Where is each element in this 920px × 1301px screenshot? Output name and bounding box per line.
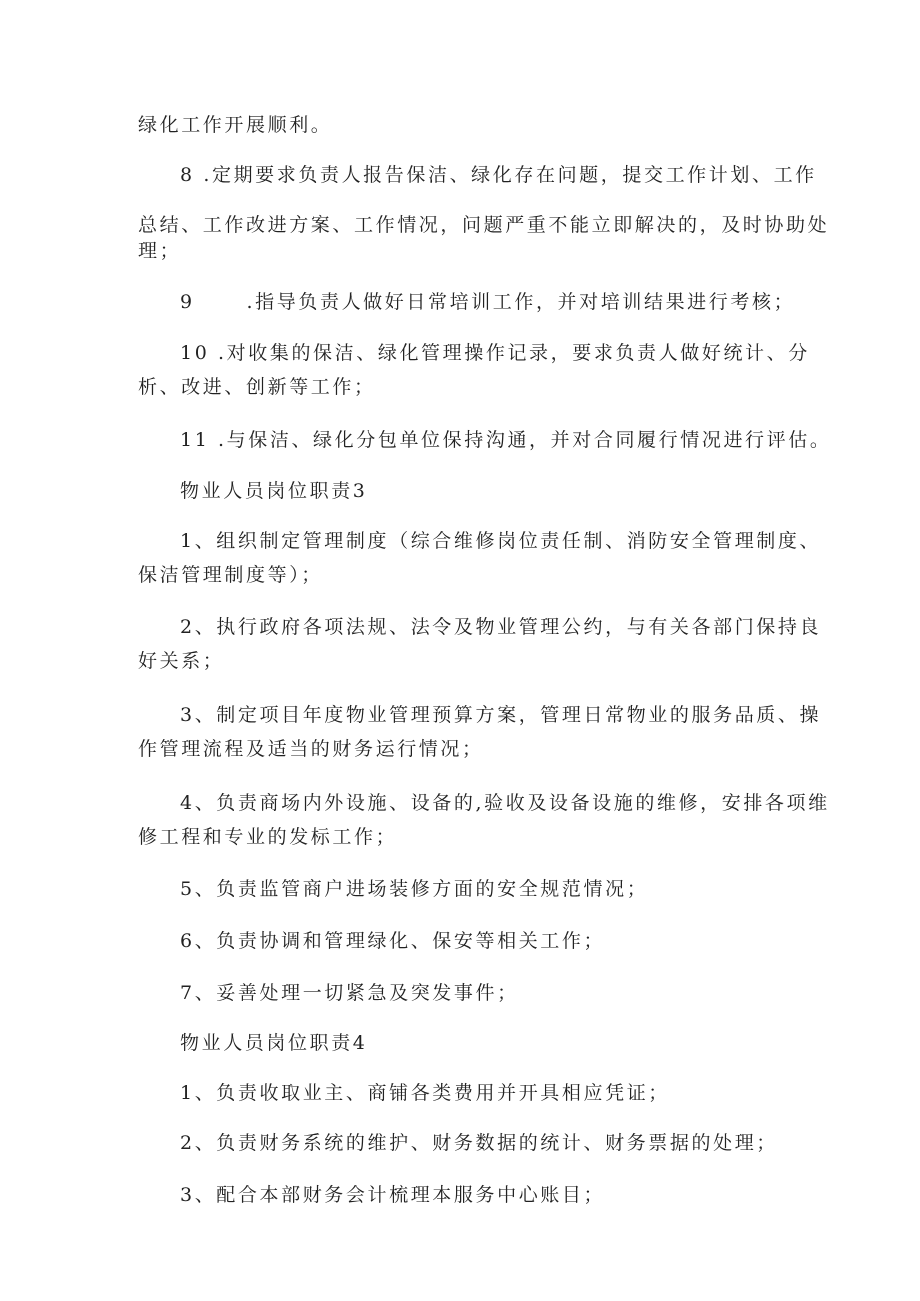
text-line: 绿化工作开展顺利。: [138, 114, 333, 136]
duty-3-line-1: 3、制定项目年度物业管理预算方案，管理日常物业的服务品质、操: [180, 704, 822, 726]
duty-4-2: 2、负责财务系统的维护、财务数据的统计、财务票据的处理；: [180, 1132, 778, 1154]
duty-6: 6、负责协调和管理绿化、保安等相关工作；: [180, 930, 606, 952]
duty-4-line-2: 修工程和专业的发标工作；: [138, 826, 398, 848]
duty-2-line-2: 好关系；: [138, 650, 225, 672]
list-item-8-line-2: 总结、工作改进方案、工作情况，问题严重不能立即解决的，及时协助处: [138, 214, 830, 236]
duty-2-line-1: 2、执行政府各项法规、法令及物业管理公约，与有关各部门保持良: [180, 616, 822, 638]
list-item-10-line-1: 10 .对收集的保洁、绿化管理操作记录，要求负责人做好统计、分: [180, 342, 810, 364]
duty-7: 7、妥善处理一切紧急及突发事件；: [180, 982, 519, 1004]
list-item-8-line-3: 理；: [138, 240, 182, 262]
section-heading-3: 物业人员岗位职责3: [180, 480, 368, 502]
duty-1-line-1: 1、组织制定管理制度（综合维修岗位责任制、消防安全管理制度、: [180, 530, 822, 552]
list-item-9: 9 .指导负责人做好日常培训工作，并对培训结果进行考核；: [180, 291, 796, 313]
list-item-8-line-1: 8 .定期要求负责人报告保洁、绿化存在问题，提交工作计划、工作: [180, 164, 817, 186]
duty-4-1: 1、负责收取业主、商铺各类费用并开具相应凭证；: [180, 1082, 670, 1104]
list-item-11: 11 .与保洁、绿化分包单位保持沟通，并对合同履行情况进行评估。: [180, 429, 832, 451]
section-heading-4: 物业人员岗位职责4: [180, 1032, 368, 1054]
duty-5: 5、负责监管商户进场装修方面的安全规范情况；: [180, 878, 649, 900]
duty-3-line-2: 作管理流程及适当的财务运行情况；: [138, 738, 484, 760]
duty-4-3: 3、配合本部财务会计梳理本服务中心账目；: [180, 1184, 606, 1206]
list-item-10-line-2: 析、改进、创新等工作；: [138, 376, 376, 398]
duty-1-line-2: 保洁管理制度等）；: [138, 564, 323, 586]
duty-4-line-1: 4、负责商场内外设施、设备的,验收及设备设施的维修，安排各项维: [180, 792, 830, 814]
